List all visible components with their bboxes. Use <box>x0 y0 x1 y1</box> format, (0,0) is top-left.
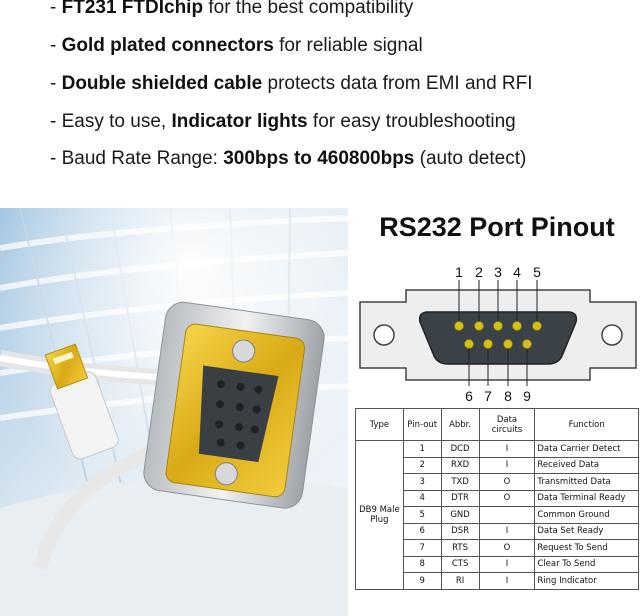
abbr-cell: RI <box>441 573 479 590</box>
pin-cell: 8 <box>403 556 441 573</box>
abbr-cell: DTR <box>441 490 479 507</box>
pin-6 <box>465 340 474 349</box>
pin-8 <box>504 340 513 349</box>
header-type: Type <box>356 409 404 441</box>
mounting-hole-left <box>374 325 394 345</box>
pin-cell: 7 <box>403 540 441 557</box>
pin-number-9: 9 <box>523 388 531 404</box>
header-data-circuits: Data circuits <box>479 409 535 441</box>
function-cell: Common Ground <box>535 507 639 524</box>
abbr-cell: TXD <box>441 474 479 491</box>
table-row <box>356 441 639 458</box>
circuit-cell: I <box>479 556 535 573</box>
feature-item: - Gold plated connectors for reliable signal <box>50 35 423 56</box>
product-photo <box>0 208 348 616</box>
header-function: Function <box>535 409 639 441</box>
db9-connector-illustration <box>0 208 348 616</box>
function-cell: Request To Send <box>535 540 639 557</box>
pin-2 <box>475 322 484 331</box>
feature-item: - Easy to use, Indicator lights for easy troubleshooting <box>50 111 516 132</box>
pin-number-1: 1 <box>455 264 463 280</box>
abbr-cell: DSR <box>441 523 479 540</box>
pin-cell: 2 <box>403 457 441 474</box>
pin-number-7: 7 <box>484 388 492 404</box>
header-abbr: Abbr. <box>441 409 479 441</box>
feature-item: - Baud Rate Range: 300bps to 460800bps (auto detect) <box>50 148 527 169</box>
pin-cell: 9 <box>403 573 441 590</box>
function-cell: Data Carrier Detect <box>535 441 639 458</box>
circuit-cell: O <box>479 490 535 507</box>
pin-number-8: 8 <box>504 388 512 404</box>
circuit-cell: I <box>479 457 535 474</box>
pin-cell: 4 <box>403 490 441 507</box>
pin-cell: 5 <box>403 507 441 524</box>
circuit-cell: I <box>479 523 535 540</box>
circuit-cell: I <box>479 573 535 590</box>
feature-item: - FT231 FTDIchip for the best compatibility <box>50 0 414 18</box>
pin-number-4: 4 <box>513 264 521 280</box>
pin-4 <box>513 322 522 331</box>
abbr-cell: RXD <box>441 457 479 474</box>
pin-5 <box>533 322 542 331</box>
circuit-cell <box>479 507 535 524</box>
function-cell: Data Terminal Ready <box>535 490 639 507</box>
pinout-table <box>355 408 639 590</box>
pin-number-6: 6 <box>465 388 473 404</box>
function-cell: Received Data <box>535 457 639 474</box>
circuit-cell: O <box>479 540 535 557</box>
pin-number-5: 5 <box>533 264 541 280</box>
pin-cell: 1 <box>403 441 441 458</box>
abbr-cell: DCD <box>441 441 479 458</box>
pin-9 <box>523 340 532 349</box>
pinout-title: RS232 Port Pinout <box>379 212 615 242</box>
pin-cell: 3 <box>403 474 441 491</box>
mounting-hole-right <box>602 325 622 345</box>
pin-7 <box>484 340 493 349</box>
pin-1 <box>455 322 464 331</box>
header-pinout: Pin-out <box>403 409 441 441</box>
function-cell: Clear To Send <box>535 556 639 573</box>
abbr-cell: RTS <box>441 540 479 557</box>
pin-number-3: 3 <box>494 264 502 280</box>
function-cell: Data Set Ready <box>535 523 639 540</box>
feature-item: - Double shielded cable protects data from EMI and RFI <box>50 73 533 94</box>
function-cell: Ring Indicator <box>535 573 639 590</box>
circuit-cell: O <box>479 474 535 491</box>
abbr-cell: CTS <box>441 556 479 573</box>
type-cell: DB9 Male Plug <box>356 441 404 590</box>
db9-pinout-diagram <box>356 262 640 408</box>
pin-cell: 6 <box>403 523 441 540</box>
abbr-cell: GND <box>441 507 479 524</box>
function-cell: Transmitted Data <box>535 474 639 491</box>
circuit-cell: I <box>479 441 535 458</box>
pin-number-2: 2 <box>475 264 483 280</box>
pin-3 <box>494 322 503 331</box>
table-header-row <box>356 409 639 441</box>
